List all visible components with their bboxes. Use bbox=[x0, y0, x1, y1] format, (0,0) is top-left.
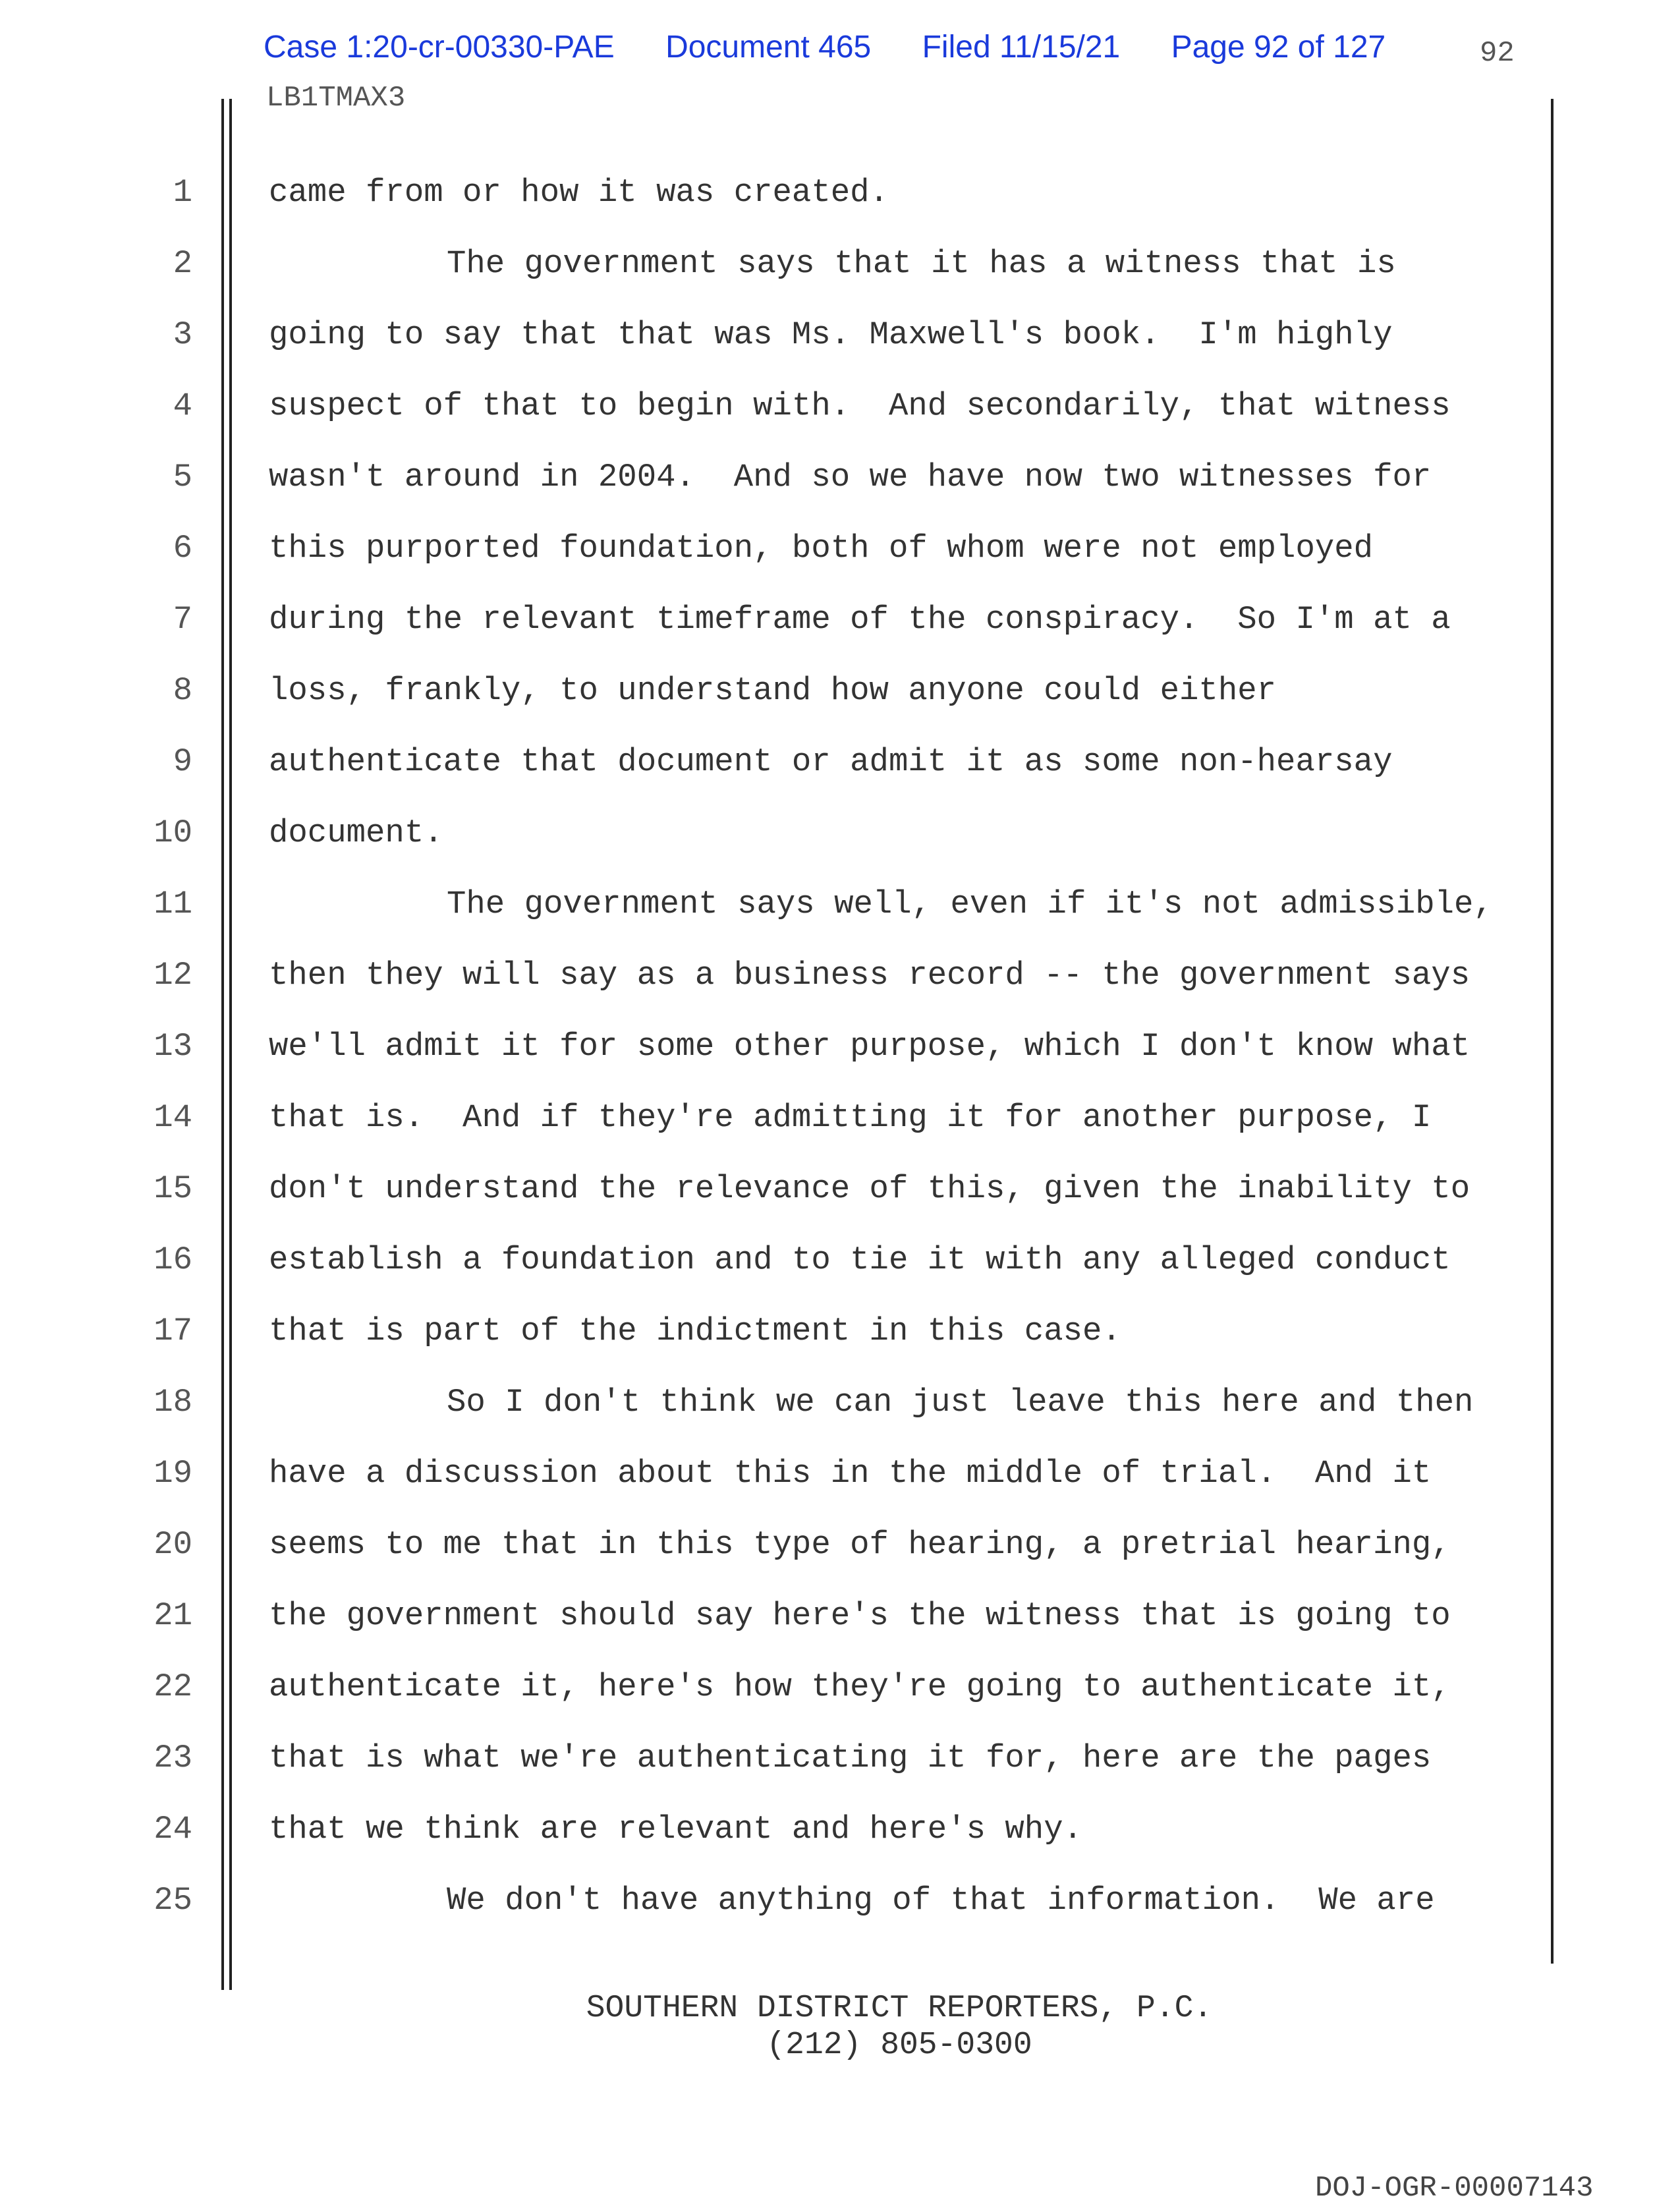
transcript-line bbox=[0, 1165, 1680, 1236]
transcript-line bbox=[0, 596, 1680, 667]
filing-header bbox=[264, 29, 1386, 65]
transcript-line bbox=[0, 382, 1680, 453]
transcript-line bbox=[0, 169, 1680, 240]
line-number: 16 bbox=[154, 1241, 192, 1278]
line-text: that is. And if they're admitting it for another purpose, I bbox=[269, 1099, 1432, 1136]
line-number: 25 bbox=[154, 1882, 192, 1919]
transcript-line bbox=[0, 1023, 1680, 1094]
line-number: 23 bbox=[154, 1740, 192, 1776]
reporter-phone: (212) 805-0300 bbox=[766, 2028, 1032, 2063]
page-number: 92 bbox=[1480, 37, 1515, 70]
line-text: wasn't around in 2004. And so we have now two witnesses for bbox=[269, 459, 1432, 496]
reporter-footer bbox=[0, 1990, 1680, 2064]
line-text: have a discussion about this in the middle of trial. And it bbox=[269, 1455, 1432, 1492]
line-number: 8 bbox=[173, 672, 192, 709]
line-text: then they will say as a business record -- the government says bbox=[269, 957, 1470, 994]
transcript-line bbox=[0, 667, 1680, 738]
reporter-name: SOUTHERN DISTRICT REPORTERS, P.C. bbox=[586, 1991, 1213, 2026]
line-number: 21 bbox=[154, 1597, 192, 1634]
line-text: establish a foundation and to tie it with any alleged conduct bbox=[269, 1241, 1451, 1278]
bates-number: DOJ-OGR-00007143 bbox=[1315, 2172, 1594, 2205]
transcript-line bbox=[0, 1877, 1680, 1948]
transcript-line bbox=[0, 880, 1680, 951]
line-text: came from or how it was created. bbox=[269, 174, 889, 211]
line-number: 3 bbox=[173, 316, 192, 353]
line-number: 24 bbox=[154, 1811, 192, 1848]
transcript-line bbox=[0, 525, 1680, 596]
line-number: 18 bbox=[154, 1384, 192, 1421]
filed-date: Filed 11/15/21 bbox=[922, 30, 1121, 65]
line-text: authenticate it, here's how they're going to authenticate it, bbox=[269, 1668, 1451, 1705]
transcript-line bbox=[0, 1236, 1680, 1307]
line-text: The government says well, even if it's not admissible, bbox=[447, 886, 1493, 922]
transcript-line bbox=[0, 240, 1680, 311]
line-number: 11 bbox=[154, 886, 192, 922]
line-number: 7 bbox=[173, 601, 192, 638]
line-number: 15 bbox=[154, 1170, 192, 1207]
line-number: 6 bbox=[173, 530, 192, 567]
transcript-line bbox=[0, 738, 1680, 809]
line-number: 17 bbox=[154, 1313, 192, 1349]
transcript-line bbox=[0, 1663, 1680, 1734]
transcript-body bbox=[0, 169, 1680, 1948]
transcript-line bbox=[0, 1307, 1680, 1378]
line-number: 20 bbox=[154, 1526, 192, 1563]
line-text: We don't have anything of that information. We are bbox=[447, 1882, 1435, 1919]
line-number: 5 bbox=[173, 459, 192, 496]
transcript-line bbox=[0, 809, 1680, 880]
line-number: 9 bbox=[173, 743, 192, 780]
line-number: 12 bbox=[154, 957, 192, 994]
line-text: seems to me that in this type of hearing, a pretrial hearing, bbox=[269, 1526, 1451, 1563]
line-text: don't understand the relevance of this, given the inability to bbox=[269, 1170, 1470, 1207]
line-text: that is part of the indictment in this case. bbox=[269, 1313, 1121, 1349]
transcript-line bbox=[0, 1592, 1680, 1663]
line-text: So I don't think we can just leave this here and then bbox=[447, 1384, 1474, 1421]
transcript-line bbox=[0, 951, 1680, 1023]
transcript-line bbox=[0, 311, 1680, 382]
line-text: we'll admit it for some other purpose, which I don't know what bbox=[269, 1028, 1470, 1065]
line-number: 10 bbox=[154, 814, 192, 851]
line-number: 1 bbox=[173, 174, 192, 211]
document-number: Document 465 bbox=[665, 30, 872, 65]
line-text: the government should say here's the witness that is going to bbox=[269, 1597, 1451, 1634]
line-text: going to say that that was Ms. Maxwell's book. I'm highly bbox=[269, 316, 1393, 353]
transcript-line bbox=[0, 1094, 1680, 1165]
transcript-line bbox=[0, 1450, 1680, 1521]
line-text: authenticate that document or admit it as some non-hearsay bbox=[269, 743, 1393, 780]
transcript-line bbox=[0, 453, 1680, 525]
line-text: document. bbox=[269, 814, 443, 851]
line-text: this purported foundation, both of whom were not employed bbox=[269, 530, 1374, 567]
transcript-line bbox=[0, 1521, 1680, 1592]
line-text: that is what we're authenticating it for, here are the pages bbox=[269, 1740, 1432, 1776]
line-number: 4 bbox=[173, 387, 192, 424]
line-text: suspect of that to begin with. And secondarily, that witness bbox=[269, 387, 1451, 424]
transcript-line bbox=[0, 1805, 1680, 1877]
transcript-line bbox=[0, 1378, 1680, 1450]
case-code: LB1TMAX3 bbox=[266, 82, 406, 115]
case-number: Case 1:20-cr-00330-PAE bbox=[264, 30, 615, 65]
line-text: The government says that it has a witness that is bbox=[447, 245, 1396, 282]
page-of-total: Page 92 of 127 bbox=[1171, 30, 1386, 65]
line-text: loss, frankly, to understand how anyone could either bbox=[269, 672, 1277, 709]
line-text: that we think are relevant and here's why. bbox=[269, 1811, 1083, 1848]
transcript-line bbox=[0, 1734, 1680, 1805]
line-number: 13 bbox=[154, 1028, 192, 1065]
line-number: 2 bbox=[173, 245, 192, 282]
line-number: 22 bbox=[154, 1668, 192, 1705]
line-text: during the relevant timeframe of the conspiracy. So I'm at a bbox=[269, 601, 1451, 638]
line-number: 19 bbox=[154, 1455, 192, 1492]
line-number: 14 bbox=[154, 1099, 192, 1136]
